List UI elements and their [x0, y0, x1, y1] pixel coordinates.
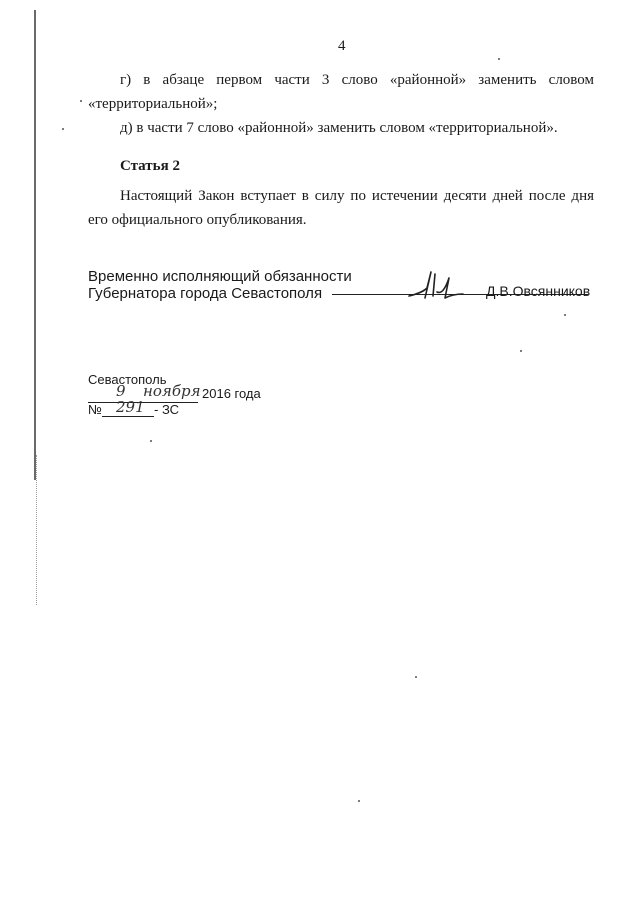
signatory-name: Д.В.Овсянников	[486, 283, 591, 299]
law-number: 291	[116, 398, 145, 416]
scan-speck	[564, 314, 566, 316]
scan-speck	[520, 350, 522, 352]
date-year: 2016 года	[202, 386, 261, 401]
item-d: д) в части 7 слово «районной» заменить словом «территориальной».	[120, 120, 558, 136]
article-heading: Статья 2	[120, 158, 180, 174]
article-text-line1: Настоящий Закон вступает в силу по истечении десяти дней после дня	[120, 188, 594, 204]
signatory-title-line2: Губернатора города Севастополя	[88, 285, 323, 302]
date-day: 9	[116, 382, 126, 400]
item-g-line1: г) в абзаце первом части 3 слово «районной» заменить словом	[120, 72, 594, 88]
item-g-line2: «территориальной»;	[88, 96, 218, 112]
number-sign: №	[88, 402, 102, 417]
scan-speck	[80, 100, 82, 102]
date-month: ноября	[143, 382, 201, 400]
scan-speck	[415, 676, 417, 678]
scan-speck	[358, 800, 360, 802]
scan-edge-line	[34, 10, 36, 480]
scan-speck	[62, 128, 64, 130]
article-text-line2: его официального опубликования.	[88, 212, 307, 228]
scan-speck	[150, 440, 152, 442]
number-row	[88, 400, 208, 420]
handwritten-signature	[405, 268, 465, 302]
scan-speck	[498, 58, 500, 60]
law-number-suffix: - ЗС	[154, 402, 180, 417]
scan-edge-dots	[36, 455, 38, 605]
page-number: 4	[338, 38, 346, 54]
signatory-title-line1: Временно исполняющий обязанности	[88, 268, 352, 285]
city-label: Севастополь	[88, 372, 167, 387]
